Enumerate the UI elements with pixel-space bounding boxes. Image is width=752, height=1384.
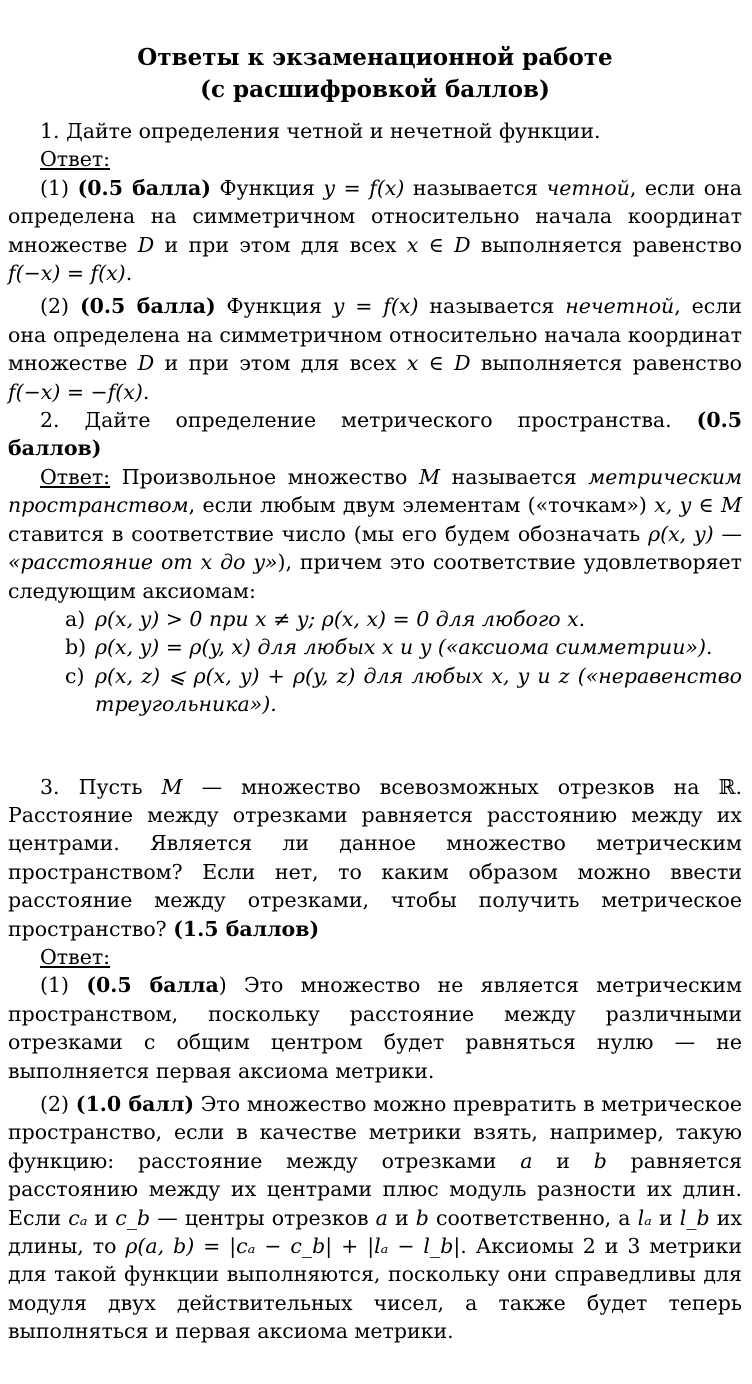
text: и <box>651 1205 680 1230</box>
text: и при этом для всех <box>154 351 407 376</box>
text: , если любым двум элементам («точкам») <box>188 493 655 518</box>
formula: y = f(x) <box>332 294 419 319</box>
formula: b <box>593 1148 607 1173</box>
text: и при этом для всех <box>154 232 407 257</box>
text: равняется расстоянию между их центрами плюс модуль разности их длин. Если <box>8 1148 743 1230</box>
text: и <box>87 1205 116 1230</box>
text: ) Это множество не является метрическим пространством, поскольку расстояние между различными отрезками с общим центром будет равняться нулю — не выполняется первая аксиома метрики. <box>8 973 742 1083</box>
section-spacer <box>8 719 742 773</box>
text: . Аксиомы 2 и 3 метрики для такой функции выполняются, поскольку они справедливы для модуля двух действительных чисел, а также будет теперь выполняться и первая аксиома метрики. <box>8 1234 742 1344</box>
points-badge: (0.5 балла <box>86 973 219 998</box>
part-number: (2) <box>40 294 70 319</box>
points-badge: (0.5 баллов) <box>8 408 742 461</box>
text: , если она определена на симметричном относительно начала координат множестве <box>8 175 742 257</box>
text: 3. Пусть <box>40 774 162 799</box>
axiom-label: a) <box>65 606 86 631</box>
formula: f(−x) = f(x) <box>8 261 126 286</box>
text: . <box>142 379 150 404</box>
formula: ρ(a, b) = |cₐ − c_b| + |lₐ − l_b| <box>125 1234 461 1259</box>
text: . <box>125 261 133 286</box>
formula: ρ(x, y) <box>648 521 714 546</box>
text: Функция <box>210 175 324 200</box>
answer-label-text: Ответ: <box>40 944 111 969</box>
text: Функция <box>215 294 333 319</box>
page-title-line2: (с расшифровкой баллов) <box>200 76 550 103</box>
answer-label-text: Ответ: <box>40 464 111 489</box>
formula: cₐ <box>68 1205 88 1230</box>
points-badge: (0.5 балла) <box>79 294 216 319</box>
formula: l_b <box>679 1205 710 1230</box>
text: и <box>532 1148 594 1173</box>
formula: f(−x) = −f(x) <box>8 379 143 404</box>
axiom-text: ρ(x, y) = ρ(y, x) для любых x и y («аксиома симметрии»). <box>95 635 713 660</box>
axiom-label: c) <box>65 663 85 688</box>
q2-answer <box>8 463 742 605</box>
part-number: (1) <box>40 175 70 200</box>
axiom-item <box>65 605 742 633</box>
text: — множество всевозможных отрезков на ℝ. Расстояние между отрезками равняется расстоянию между их центрами. Является ли данное множество метрическим пространством? Если нет, то каким образом можно ввести расстояние между отрезками, чтобы получить метрическое пространство? <box>8 774 743 941</box>
term-odd: нечетной <box>565 294 675 319</box>
points-badge: (1.0 балл) <box>75 1092 195 1116</box>
q1-part2 <box>8 292 742 406</box>
text: ), причем это соответствие удовлетворяет следующим аксиомам: <box>8 550 742 603</box>
term-metric-space: метрическим пространством <box>8 464 742 518</box>
text: Произвольное множество <box>110 464 419 489</box>
formula: D <box>137 351 155 376</box>
text: и <box>387 1205 416 1230</box>
q1-part1 <box>8 174 742 288</box>
part-number: (1) <box>40 973 70 998</box>
text: , если она определена на симметричном относительно начала координат множестве <box>8 294 742 376</box>
formula: a <box>375 1205 388 1230</box>
axiom-text: ρ(x, y) > 0 при x ≠ y; ρ(x, x) = 0 для любого x. <box>95 606 586 631</box>
text: их длины, то <box>8 1205 743 1259</box>
formula: y = f(x) <box>323 175 405 200</box>
text: ставится в соответствие число (мы его будем обозначать <box>8 521 649 546</box>
term-even: четной <box>546 175 630 200</box>
question-3 <box>8 773 742 943</box>
axiom-text: ρ(x, z) ⩽ ρ(x, y) + ρ(y, z) для любых x, y и z («неравенство треугольника»). <box>95 663 742 717</box>
formula: x, y ∈ M <box>654 493 742 518</box>
text: называется <box>418 294 566 319</box>
axiom-label: b) <box>65 635 87 660</box>
points-badge: (0.5 балла) <box>77 175 211 200</box>
formula: lₐ <box>637 1205 652 1230</box>
formula: c_b <box>115 1205 151 1230</box>
term-distance: «расстояние от x до y» <box>8 550 278 575</box>
text: называется <box>440 464 589 489</box>
page-title-line1: Ответы к экзаменационной работе <box>137 44 613 71</box>
formula: b <box>415 1205 429 1230</box>
answer-label-3 <box>8 943 742 971</box>
points-badge: (1.5 баллов) <box>173 916 320 941</box>
formula: x ∈ D <box>406 232 471 257</box>
axiom-item <box>65 633 742 661</box>
q3-part2 <box>8 1090 742 1346</box>
formula: M <box>161 774 183 799</box>
text: соответственно, а <box>428 1205 638 1230</box>
formula: x ∈ D <box>406 351 471 376</box>
axiom-list <box>8 605 742 719</box>
text: — <box>713 521 742 546</box>
answer-label-text: Ответ: <box>40 147 111 172</box>
text: — центры отрезков <box>150 1205 376 1230</box>
text: выполняется равенство <box>470 232 742 257</box>
answer-label-1 <box>8 145 742 173</box>
part-number: (2) <box>40 1092 70 1116</box>
axiom-item <box>65 662 742 719</box>
question-text: 2. Дайте определение метрического пространства. <box>40 408 672 433</box>
text: Это множество можно превратить в метрическое пространство, если в качестве метрики взять, например, такую функцию: расстояние между отрезками <box>8 1092 742 1173</box>
question-2 <box>8 406 742 463</box>
q3-part1 <box>8 971 742 1085</box>
formula: D <box>137 232 155 257</box>
text: выполняется равенство <box>470 351 742 376</box>
text: называется <box>404 175 547 200</box>
formula: a <box>520 1148 533 1173</box>
question-1: 1. Дайте определения четной и нечетной функции. <box>40 119 601 143</box>
formula: M <box>419 464 440 489</box>
